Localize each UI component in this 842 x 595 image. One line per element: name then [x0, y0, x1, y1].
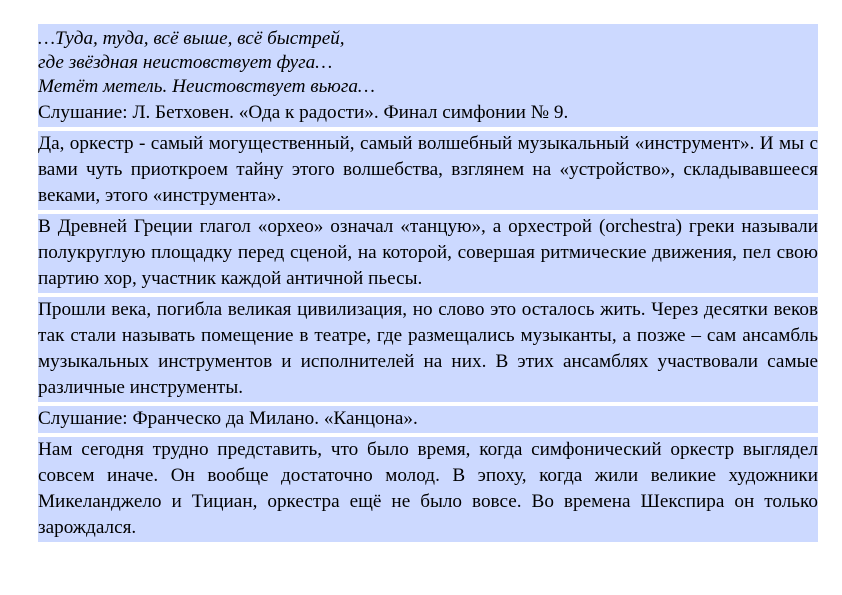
listening-francesco-da-milano: Слушание: Франческо да Милано. «Канцона».: [38, 406, 818, 433]
listening-beethoven: Слушание: Л. Бетховен. «Ода к радости». Финал симфонии № 9.: [38, 99, 818, 127]
slide-text-body: [38, 24, 818, 555]
paragraph-ancient-greece: В Древней Греции глагол «орхео» означал «танцую», а орхестрой (orchestra) греки называли полукруглую площадку перед сценой, на которой, совершая ритмические движения, пел свою партию хор, участник каждой античной пьесы.: [38, 214, 818, 293]
poem-line-1: …Туда, туда, всё выше, всё быстрей,: [38, 28, 345, 49]
poem-line-2: где звёздная неистовствует фуга…: [38, 52, 333, 73]
paragraph-orchestra-young: Нам сегодня трудно представить, что было время, когда симфонический оркестр выглядел совсем иначе. Он вообще достаточно молод. В эпоху, когда жили великие художники Микеланджело и Тициан, оркестра ещё не было вовсе. Во времена Шекспира он только зарождался.: [38, 437, 818, 542]
poem-line-3: Метёт метель. Неистовствует вьюга…: [38, 76, 375, 97]
poem-quote: [38, 24, 818, 99]
paragraph-centuries-passed: Прошли века, погибла великая цивилизация, но слово это осталось жить. Через десятки веков так стали называть помещение в театре, где размещались музыканты, а позже – сам ансамбль музыкальных инструментов и исполнителей на них. В этих ансамблях участвовали самые различные инструменты.: [38, 297, 818, 402]
paragraph-orchestra-instrument: Да, оркестр - самый могущественный, самый волшебный музыкальный «инструмент». И мы с вами чуть приоткроем тайну этого волшебства, взглянем на «устройство», складывавшееся веками, этого «инструмента».: [38, 131, 818, 210]
